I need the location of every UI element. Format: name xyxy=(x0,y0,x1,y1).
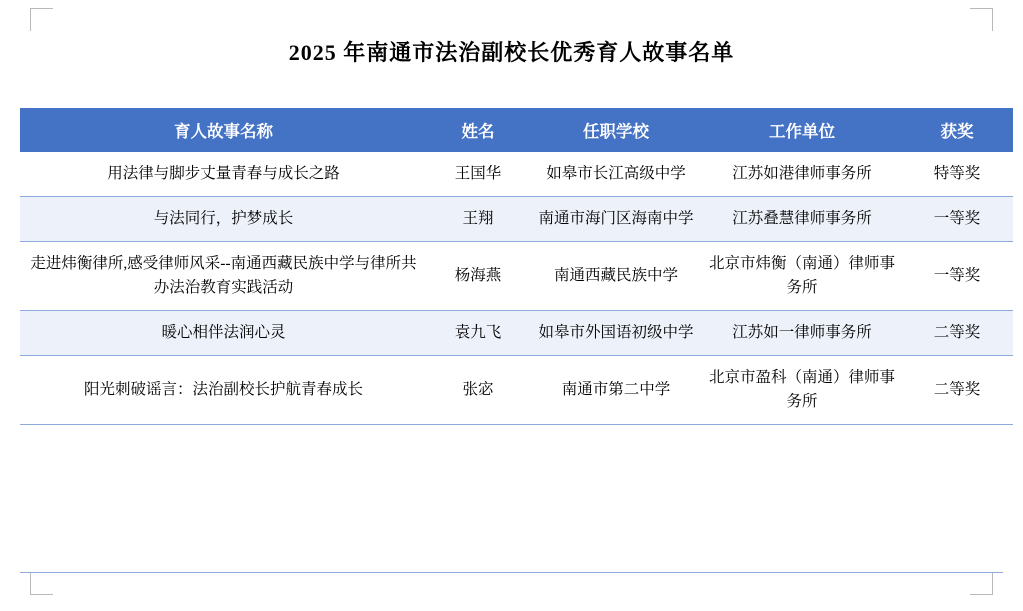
cell-name: 王国华 xyxy=(427,152,529,197)
cell-school: 如皋市外国语初级中学 xyxy=(529,311,703,356)
cell-award: 特等奖 xyxy=(901,152,1013,197)
cell-unit: 江苏如港律师事务所 xyxy=(703,152,901,197)
column-header-award: 获奖 xyxy=(901,108,1013,152)
cell-story: 用法律与脚步丈量青春与成长之路 xyxy=(20,152,427,197)
table-row xyxy=(20,311,1013,356)
crop-mark-bottom-right xyxy=(970,572,993,595)
cell-name: 杨海燕 xyxy=(427,242,529,311)
page-title: 2025 年南通市法治副校长优秀育人故事名单 xyxy=(288,40,735,65)
table-row xyxy=(20,152,1013,197)
crop-mark-top-left xyxy=(30,8,53,31)
cell-award: 一等奖 xyxy=(901,197,1013,242)
cell-school: 南通西藏民族中学 xyxy=(529,242,703,311)
cell-name: 袁九飞 xyxy=(427,311,529,356)
cell-award: 二等奖 xyxy=(901,356,1013,425)
crop-mark-bottom-left xyxy=(30,572,53,595)
crop-mark-top-right xyxy=(970,8,993,31)
cell-story: 与法同行，护梦成长 xyxy=(20,197,427,242)
column-header-story: 育人故事名称 xyxy=(20,108,427,152)
table-header-row xyxy=(20,108,1013,152)
cell-name: 张宓 xyxy=(427,356,529,425)
cell-name: 王翔 xyxy=(427,197,529,242)
table-row xyxy=(20,356,1013,425)
cell-award: 一等奖 xyxy=(901,242,1013,311)
cell-unit: 江苏叠慧律师事务所 xyxy=(703,197,901,242)
cell-story: 走进炜衡律所,感受律师风采--南通西藏民族中学与律所共办法治教育实践活动 xyxy=(20,242,427,311)
column-header-name: 姓名 xyxy=(427,108,529,152)
table-header xyxy=(20,108,1013,152)
cell-story: 阳光刺破谣言：法治副校长护航青春成长 xyxy=(20,356,427,425)
table-bottom-rule xyxy=(20,572,1003,573)
column-header-school: 任职学校 xyxy=(529,108,703,152)
cell-unit: 北京市盈科（南通）律师事务所 xyxy=(703,356,901,425)
cell-school: 南通市第二中学 xyxy=(529,356,703,425)
cell-school: 如皋市长江高级中学 xyxy=(529,152,703,197)
table-row xyxy=(20,197,1013,242)
award-list-table-wrapper xyxy=(20,108,1003,425)
column-header-unit: 工作单位 xyxy=(703,108,901,152)
table-body xyxy=(20,152,1013,425)
award-list-table xyxy=(20,108,1013,425)
cell-award: 二等奖 xyxy=(901,311,1013,356)
cell-unit: 北京市炜衡（南通）律师事务所 xyxy=(703,242,901,311)
cell-unit: 江苏如一律师事务所 xyxy=(703,311,901,356)
table-row xyxy=(20,242,1013,311)
cell-story: 暖心相伴法润心灵 xyxy=(20,311,427,356)
cell-school: 南通市海门区海南中学 xyxy=(529,197,703,242)
